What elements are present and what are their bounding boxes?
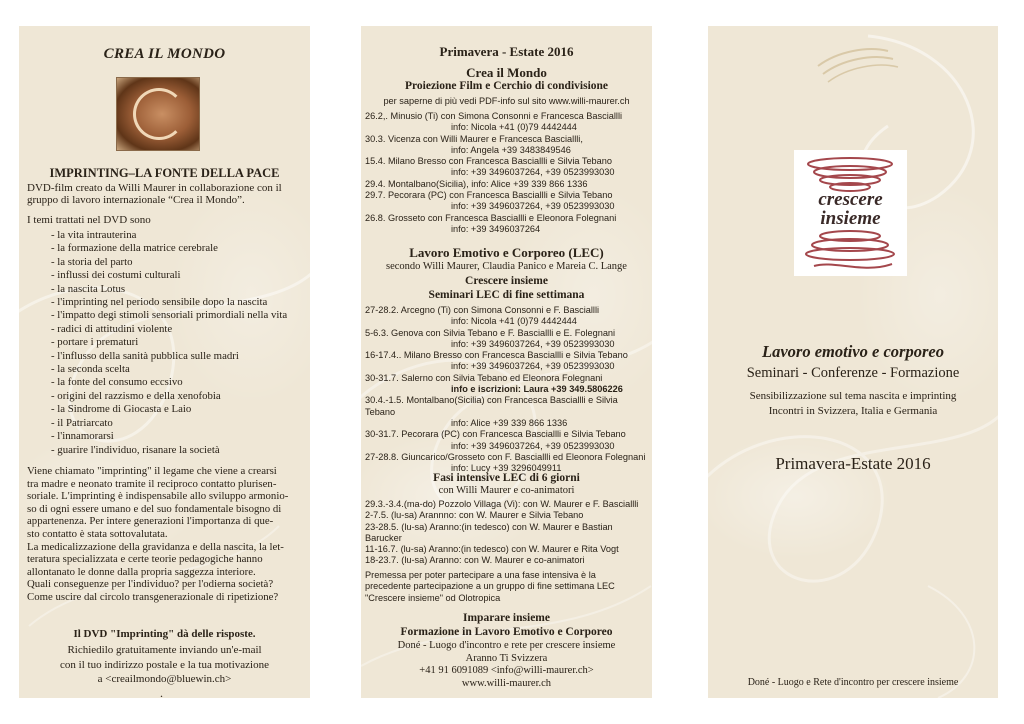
info-note: per saperne di più vedi PDF-info sul sito www.willi-maurer.ch — [383, 96, 630, 106]
imparare-title: Imparare insieme — [463, 612, 550, 624]
topic-item: - la formazione della matrice cerebrale — [51, 242, 306, 255]
topic-item: - la seconda scelta — [51, 363, 306, 376]
topic-item: - la Sindrome di Giocasta e Laio — [51, 403, 306, 416]
topic-item: - radici di attitudini violente — [51, 323, 306, 336]
schedule-line: 30-31.7. Salerno con Silvia Tebano ed Eleonora Folegnani — [365, 372, 603, 383]
contact-line: Doné - Luogo d'incontro e rete per crescere insieme — [397, 640, 616, 651]
schedule-info: info: +39 3496037264, +39 0523993030 — [451, 338, 615, 349]
premessa-line: "Crescere insieme" od Olotropica — [365, 592, 501, 603]
crescere-insieme-logo — [794, 150, 907, 276]
dvd-line: Richiedilo gratuitamente inviando un'e-mail — [67, 644, 262, 656]
dvd-email-line[interactable]: a <creailmondo@bluewin.ch> — [97, 673, 232, 685]
schedule-info: info: +39 3496037264, +39 0523993030 — [451, 361, 615, 372]
lec-schedule — [365, 305, 649, 474]
schedule-line: 23-28.5. (lu-sa) Aranno:(in tedesco) con W. Maurer e Bastian Barucker — [365, 521, 613, 543]
panel1-intro: DVD-film creato da Willi Maurer in collaborazione con il gruppo di lavoro internazionale “Crea il Mondo”. — [27, 182, 282, 206]
seminari-heading: Seminari LEC di fine settimana — [428, 289, 585, 301]
imparare-subtitle: Formazione in Lavoro Emotivo e Corporeo — [400, 626, 613, 638]
program-season-heading: Primavera - Estate 2016 — [439, 44, 574, 59]
crescere-insieme-heading: Crescere insieme — [465, 275, 548, 287]
body-line: Quali conseguenze per l'individuo? per l'odierna società? — [27, 578, 274, 591]
body-line: teratura specializzata e certe teorie pedagogiche hanno — [27, 553, 263, 566]
schedule-line: 2-7.5. (lu-sa) Arannno: con W. Maurer e Silvia Tebano — [365, 510, 584, 521]
schedule-line: 30-31.7. Pecorara (PC) con Francesca Basciallli e Silvia Tebano — [365, 429, 626, 440]
topic-item: - l'impatto degi stimoli sensoriali primordiali nella vita — [51, 309, 306, 322]
topic-item: - l'innamorarsi — [51, 430, 306, 443]
fasi-schedule — [365, 499, 649, 567]
fasi-subtitle: con Willi Maurer e co-animatori — [438, 485, 575, 496]
schedule-line: 29.7. Pecorara (PC) con Francesca Basciallli e Silvia Tebano — [365, 190, 613, 201]
topics-list — [51, 229, 306, 457]
topic-item: - la vita intrauterina — [51, 229, 306, 242]
panel-program — [361, 26, 652, 698]
panel-cover — [708, 26, 998, 698]
topic-item: - l'imprinting nel periodo sensibile dopo la nascita — [51, 296, 306, 309]
topic-item: - origini del razzismo e della xenofobia — [51, 390, 306, 403]
schedule-info: info: Angela +39 3483849546 — [451, 144, 571, 155]
topic-item: - il Patriarcato — [51, 417, 306, 430]
panel-crea-il-mondo — [19, 26, 310, 698]
imprinting-body-text — [27, 465, 307, 604]
body-line: tra madre e neonato tramite il reciproco contatto plurisen- — [27, 477, 277, 490]
schedule-line: 29.4. Montalbano(Sicilia), info: Alice +39 339 866 1336 — [365, 178, 588, 189]
topic-item: - la fonte del consumo eccsivo — [51, 376, 306, 389]
schedule-line: 27-28.8. Giuncarico/Grosseto con F. Basciallli ed Eleonora Folegnani — [365, 451, 646, 462]
body-line: La medicalizzazione della gravidanza e della nascita, la let- — [27, 540, 284, 553]
schedule-line: 30.4.-1.5. Montalbano(Sicilia) con Francesca Basciallli e Silvia Tebano — [365, 395, 618, 417]
panel1-subheading: IMPRINTING–LA FONTE DELLA PACE — [49, 166, 280, 180]
topic-item: - guarire l'individuo, risanare la società — [51, 444, 306, 457]
schedule-line: 26.8. Grosseto con Francesca Basciallli e Eleonora Folegnani — [365, 212, 617, 223]
body-line: allontanato le donne dalla propria saggezza interiore. — [27, 565, 256, 578]
topic-item: - l'influsso della sanità pubblica sulle madri — [51, 350, 306, 363]
cover-line: Sensibilizzazione sul tema nascita e imprinting — [749, 390, 957, 402]
logo-word-insieme: insieme — [820, 208, 881, 229]
schedule-info: info: Alice +39 339 866 1336 — [451, 417, 568, 428]
logo-word-crescere: crescere — [818, 189, 883, 210]
body-line: soriale. L'imprinting è indispensabile allo sviluppo armonio- — [27, 490, 289, 503]
panel1-title: CREA IL MONDO — [103, 46, 226, 62]
website-link[interactable]: www.willi-maurer.ch — [461, 677, 552, 689]
cover-description — [708, 389, 998, 419]
dvd-line: con il tuo indirizzo postale e la tua motivazione — [60, 658, 269, 671]
schedule-info: info: +39 3496037264 — [451, 223, 541, 234]
fasi-title: Fasi intensive LEC di 6 giorni — [433, 472, 580, 484]
schedule-info: info: Nicola +41 (0)79 4442444 — [451, 316, 577, 327]
body-line: Come uscire dal circolo transgenerazionale di ripetizione? — [27, 590, 279, 603]
premessa-line: Premessa per poter partecipare a una fase intensiva è la — [365, 570, 596, 580]
schedule-info: info: Lucy +39 3296049911 — [451, 463, 562, 474]
body-line: sto contatto è stata sottovalutata. — [27, 527, 168, 540]
schedule-info: info: +39 3496037264, +39 0523993030 — [451, 440, 615, 451]
schedule-line: 16-17.4.. Milano Bresso con Francesca Basciallli e Silvia Tebano — [365, 350, 628, 361]
body-line: appartenenza. Per intere generazioni l'importanza di que- — [27, 515, 274, 528]
topic-item: - la storia del parto — [51, 256, 306, 269]
cover-line: Incontri in Svizzera, Italia e Germania — [768, 405, 938, 417]
fetus-illustration-image — [116, 77, 200, 151]
body-line: Viene chiamato "imprinting" il legame che viene a crearsi — [27, 465, 277, 477]
dot-mark: . — [160, 686, 163, 698]
cover-season: Primavera-Estate 2016 — [775, 454, 931, 473]
cover-subtitle: Seminari - Conferenze - Formazione — [746, 365, 960, 381]
dvd-heading: Il DVD "Imprinting" dà delle risposte. — [73, 628, 256, 640]
topic-item: - influssi dei costumi culturali — [51, 269, 306, 282]
dvd-request-text — [19, 643, 310, 687]
schedule-line: 30.3. Vicenza con Willi Maurer e Francesca Basciallli, — [365, 133, 583, 144]
lec-subtitle: secondo Willi Maurer, Claudia Panico e Mareia C. Lange — [386, 261, 627, 272]
schedule-line: 15.4. Milano Bresso con Francesca Basciallli e Silvia Tebano — [365, 156, 612, 167]
premessa-line: precedente partecipazione a un gruppo di fine settimana LEC — [365, 581, 615, 592]
topic-item: - portare i prematuri — [51, 336, 306, 349]
cover-main-title: Lavoro emotivo e corporeo — [762, 342, 944, 361]
schedule-info: info: +39 3496037264, +39 0523993030 — [451, 201, 615, 212]
schedule-line: 26.2,. Minusio (Ti) con Simona Consonni e Francesca Basciallli — [365, 111, 623, 121]
schedule-line: 11-16.7. (lu-sa) Aranno:(in tedesco) con W. Maurer e Rita Vogt — [365, 544, 619, 555]
cover-footer: Doné - Luogo e Rete d'incontro per crescere insieme — [747, 677, 959, 688]
crea-title: Crea il Mondo — [466, 65, 547, 80]
film-schedule — [365, 111, 649, 235]
schedule-line: 18-23.7. (lu-sa) Aranno: con W. Maurer e co-animatori — [365, 555, 585, 566]
contact-block — [361, 640, 652, 690]
schedule-line: 5-6.3. Genova con Silvia Tebano e F. Basciallli e E. Folegnani — [365, 327, 616, 338]
crea-subtitle: Proiezione Film e Cerchio di condivisione — [404, 80, 609, 92]
schedule-line: 27-28.2. Arcegno (Ti) con Simona Consonni e F. Basciallli — [365, 305, 600, 315]
swirl-decoration — [708, 26, 998, 698]
contact-email-line[interactable]: +41 91 6091089 <info@willi-maurer.ch> — [419, 665, 594, 676]
schedule-info: info: +39 3496037264, +39 0523993030 — [451, 167, 615, 178]
body-line: so di ogni essere umano e del suo fondamentale bisogno di — [27, 502, 282, 515]
schedule-line: 29.3.-3.4.(ma-do) Pozzolo Villaga (Vi): con W. Maurer e F. Basciallli — [365, 499, 639, 509]
premessa-text — [365, 570, 649, 604]
schedule-info: info: Nicola +41 (0)79 4442444 — [451, 122, 577, 133]
lec-title: Lavoro Emotivo e Corporeo (LEC) — [409, 245, 604, 260]
schedule-info: info e iscrizioni: Laura +39 349.5806226 — [451, 384, 623, 395]
topics-heading: I temi trattati nel DVD sono — [27, 214, 151, 226]
topic-item: - la nascita Lotus — [51, 283, 306, 296]
contact-line: Aranno Ti Svizzera — [465, 652, 548, 664]
